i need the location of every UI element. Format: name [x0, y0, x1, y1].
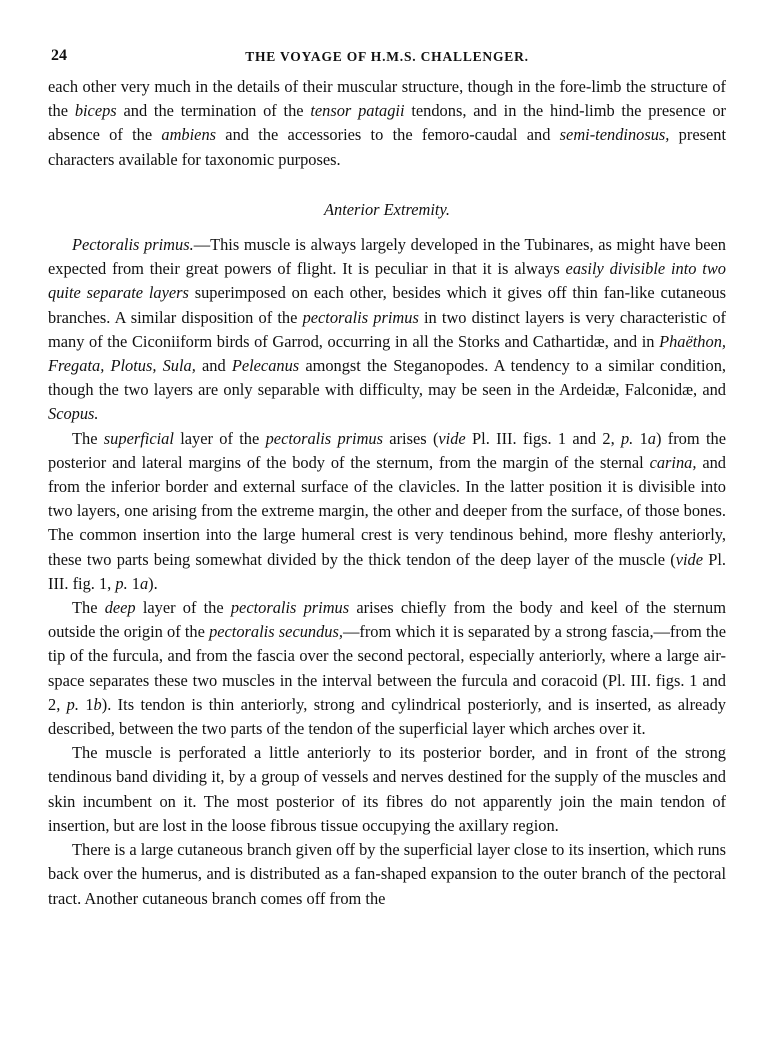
- paragraph-opening-continuation: each other very much in the details of their muscular structure, though in the fore-limb the structure of the biceps and the termination of the tensor patagii tendons, and in the hind-limb the presence or absence of the ambiens and the accessories to the femoro-caudal and semi-tendinosus, present characters available for taxonomic purposes.: [48, 77, 727, 169]
- page: [48, 40, 726, 911]
- page-number: 24: [51, 47, 67, 64]
- paragraph-cutaneous-branch: There is a large cutaneous branch given off by the superficial layer close to its insertion, which runs back over the humerus, and is distributed as a fan-shaped expansion to the outer branch of the pectoral tract. Another cutaneous branch comes off from the: [48, 840, 726, 908]
- paragraph-deep-layer: The deep layer of the pectoralis primus arises chiefly from the body and keel of the sternum outside the origin of the pectoralis secundus,—from which it is separated by a strong fascia,—from the tip of the furcula, and from the fascia over the second pectoral, especially anteriorly, where a large air-space separates these two muscles in the interval between the furcula and coracoid (Pl. III. figs. 1 and 2, p. 1b). Its tendon is thin anteriorly, strong and cylindrical posteriorly, and is inserted, as already described, between the two parts of the tendon of the superficial layer which arches over it.: [48, 598, 726, 739]
- paragraph-muscle-perforation: The muscle is perforated a little anteriorly to its posterior border, and in front of the strong tendinous band dividing it, by a group of vessels and nerves destined for the supply of the muscles and skin incumbent on it. The most posterior of its fibres do not apparently join the main tendon of insertion, but are lost in the loose fibrous tissue occupying the axillary region.: [48, 743, 726, 835]
- paragraph-superficial-layer: The superficial layer of the pectoralis primus arises (vide Pl. III. figs. 1 and 2, p. 1a) from the posterior and lateral margins of the body of the sternum, from the margin of the sternal carina, and from the inferior border and external surface of the clavicles. In the latter position it is divisible into two layers, one arising from the extreme margin, the other and deeper from the surface, of those bones. The common insertion into the large humeral crest is very tendinous behind, more fleshy anteriorly, these two parts being somewhat divided by the thick tendon of the deep layer of the muscle (vide Pl. III. fig. 1, p. 1a).: [48, 428, 726, 593]
- section-heading: Anterior Extremity.: [324, 199, 450, 219]
- running-title: THE VOYAGE OF H.M.S. CHALLENGER.: [245, 49, 529, 64]
- running-head: [48, 40, 726, 66]
- paragraph-pectoralis-primus: Pectoralis primus.—This muscle is always largely developed in the Tubinares, as might have been expected from their great powers of flight. It is peculiar in that it is always easily divisible into two quite separate layers superimposed on each other, besides which it gives off thin fan-like cutaneous branches. A similar disposition of the pectoralis primus in two distinct layers is very characteristic of many of the Ciconiiform birds of Garrod, occurring in all the Storks and Cathartidæ, and in Phaëthon, Fregata, Plotus, Sula, and Pelecanus amongst the Steganopodes. A tendency to a similar condition, though the two layers are only separable with difficulty, may be seen in the Ardeidæ, Falconidæ, and Scopus.: [48, 235, 727, 424]
